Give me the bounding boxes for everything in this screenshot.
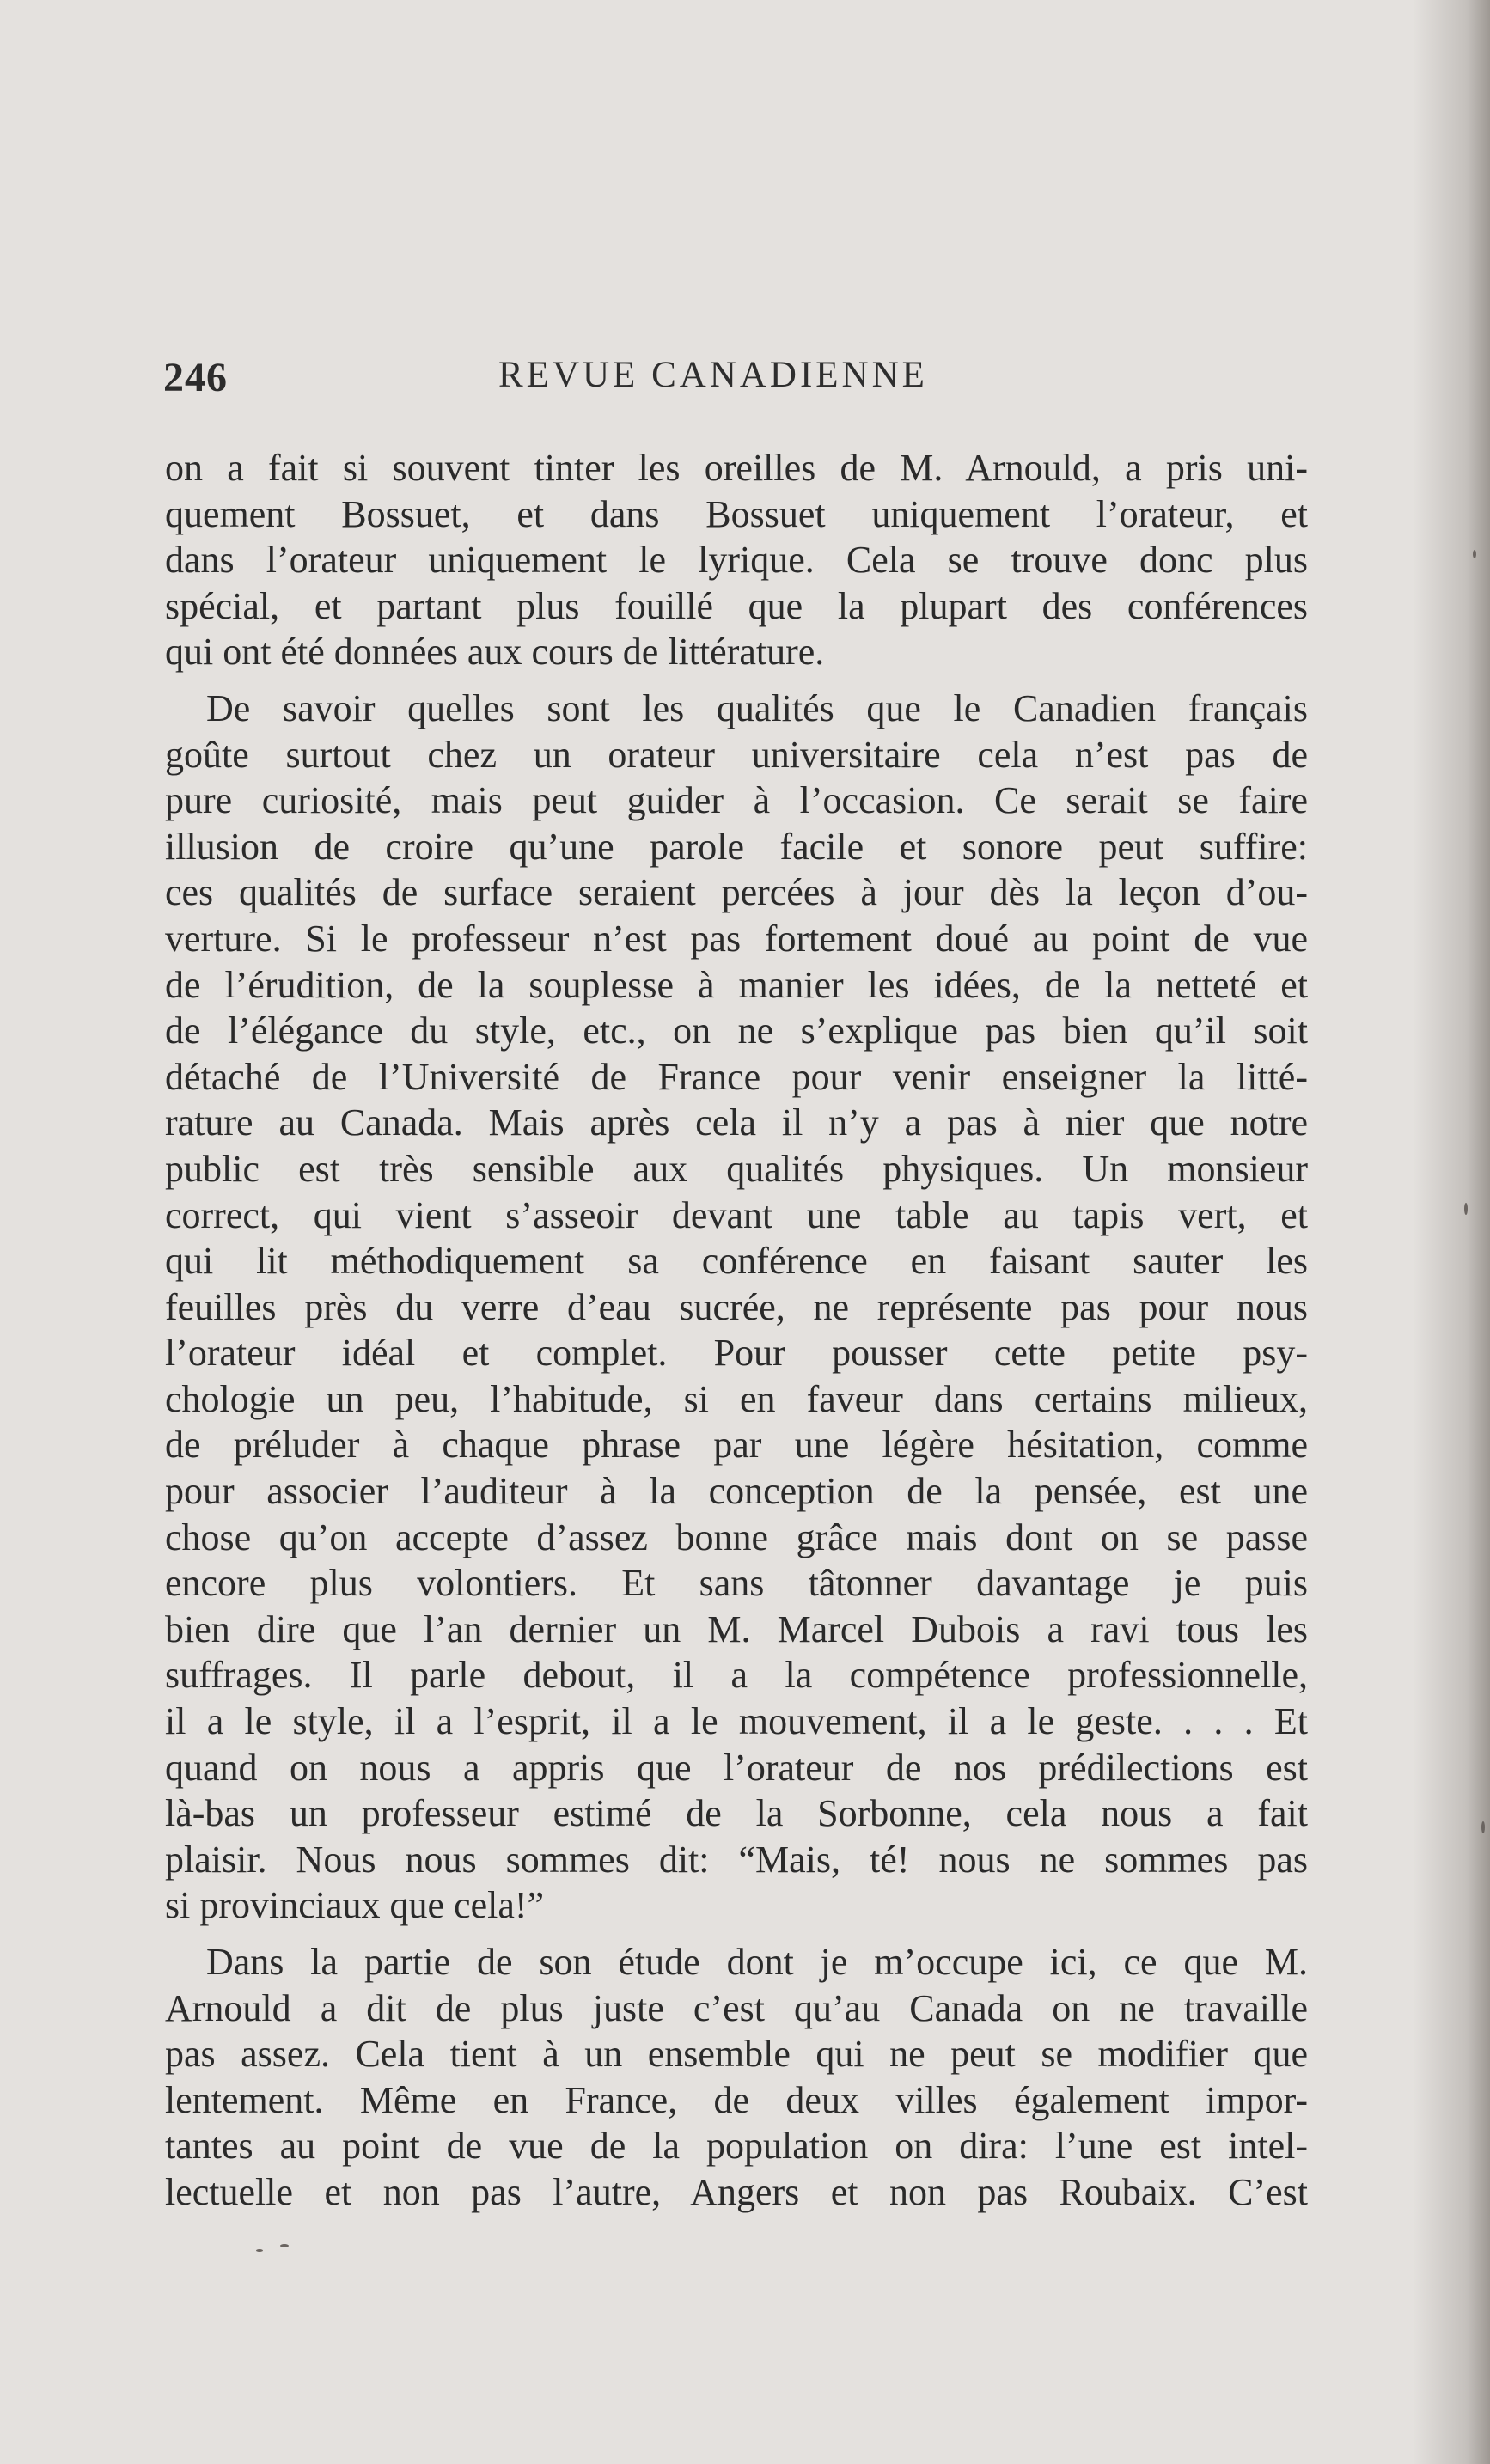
paper-speck	[256, 2249, 263, 2252]
text-line: De savoir quelles sont les qualités que le Canadien français	[206, 686, 1308, 729]
text-line: pure curiosité, mais peut guider à l’occasion. Ce serait se faire	[165, 779, 1308, 822]
page-number: 246	[163, 355, 228, 400]
paper-speck	[280, 2244, 289, 2247]
text-line: plaisir. Nous nous sommes dit: “Mais, té! nous ne sommes pas	[165, 1838, 1308, 1881]
text-line: ces qualités de surface seraient percées à jour dès la leçon d’ou-	[165, 871, 1308, 914]
text-line: bien dire que l’an dernier un M. Marcel Dubois a ravi tous les	[165, 1607, 1308, 1650]
text-line: on a fait si souvent tinter les oreilles de M. Arnould, a pris uni-	[165, 447, 1308, 489]
text-line: verture. Si le professeur n’est pas fortement doué au point de vue	[165, 917, 1308, 960]
text-line: détaché de l’Université de France pour venir enseigner la litté-	[165, 1055, 1308, 1098]
text-line: pour associer l’auditeur à la conception de la pensée, est une	[165, 1470, 1308, 1513]
paper-speck	[1481, 1821, 1485, 1833]
text-line: spécial, et partant plus fouillé que la plupart des conférences	[165, 584, 1308, 627]
text-line: Dans la partie de son étude dont je m’occupe ici, ce que M.	[206, 1941, 1308, 1983]
text-line: suffrages. Il parle debout, il a la compétence professionnelle,	[165, 1654, 1308, 1697]
text-line: lectuelle et non pas l’autre, Angers et non pas Roubaix. C’est	[165, 2170, 1308, 2213]
paragraph	[165, 1939, 1308, 2216]
text-line: feuilles près du verre d’eau sucrée, ne représente pas pour nous	[165, 1285, 1308, 1328]
text-line: chologie un peu, l’habitude, si en faveur dans certains milieux,	[165, 1377, 1308, 1420]
text-line: encore plus volontiers. Et sans tâtonner davantage je puis	[165, 1562, 1308, 1605]
page-edge-shadow	[1413, 0, 1490, 2464]
text-line: si provinciaux que cela!”	[165, 1884, 545, 1927]
text-line: quement Bossuet, et dans Bossuet uniquement l’orateur, et	[165, 492, 1308, 535]
text-line: de l’élégance du style, etc., on ne s’explique pas bien qu’il soit	[165, 1009, 1308, 1052]
text-line: pas assez. Cela tient à un ensemble qui ne peut se modifier que	[165, 2033, 1308, 2076]
text-line: chose qu’on accepte d’assez bonne grâce mais dont on se passe	[165, 1516, 1308, 1558]
paper-speck	[1464, 1203, 1468, 1215]
text-line: rature au Canada. Mais après cela il n’y a pas à nier que notre	[165, 1101, 1308, 1144]
paragraph	[165, 686, 1308, 1929]
text-line: Arnould a dit de plus juste c’est qu’au Canada on ne travaille	[165, 1986, 1308, 2029]
paper-speck	[1473, 550, 1476, 558]
text-line: lentement. Même en France, de deux villes également impor-	[165, 2078, 1308, 2121]
body-text	[165, 445, 1308, 2216]
text-line: là-bas un professeur estimé de la Sorbonne, cela nous a fait	[165, 1792, 1308, 1835]
text-line: quand on nous a appris que l’orateur de nos prédilections est	[165, 1746, 1308, 1789]
text-line: qui lit méthodiquement sa conférence en faisant sauter les	[165, 1240, 1308, 1283]
text-line: de l’érudition, de la souplesse à manier les idées, de la netteté et	[165, 963, 1308, 1006]
text-line: dans l’orateur uniquement le lyrique. Cela se trouve donc plus	[165, 539, 1308, 582]
page-header	[163, 354, 1306, 414]
text-line: correct, qui vient s’asseoir devant une table au tapis vert, et	[165, 1193, 1308, 1236]
text-line: tantes au point de vue de la population on dira: l’une est intel-	[165, 2125, 1308, 2168]
text-line: public est très sensible aux qualités physiques. Un monsieur	[165, 1147, 1308, 1190]
text-line: qui ont été données aux cours de littérature.	[165, 631, 825, 674]
text-line: illusion de croire qu’une parole facile et sonore peut suffire:	[165, 825, 1308, 868]
paragraph	[165, 445, 1308, 675]
text-line: de préluder à chaque phrase par une légère hésitation, comme	[165, 1424, 1308, 1467]
text-line: il a le style, il a l’esprit, il a le mouvement, il a le geste. . . . Et	[165, 1700, 1308, 1743]
text-line: l’orateur idéal et complet. Pour pousser cette petite psy-	[165, 1332, 1308, 1375]
text-line: goûte surtout chez un orateur universitaire cela n’est pas de	[165, 733, 1308, 776]
running-head: REVUE CANADIENNE	[498, 355, 928, 395]
